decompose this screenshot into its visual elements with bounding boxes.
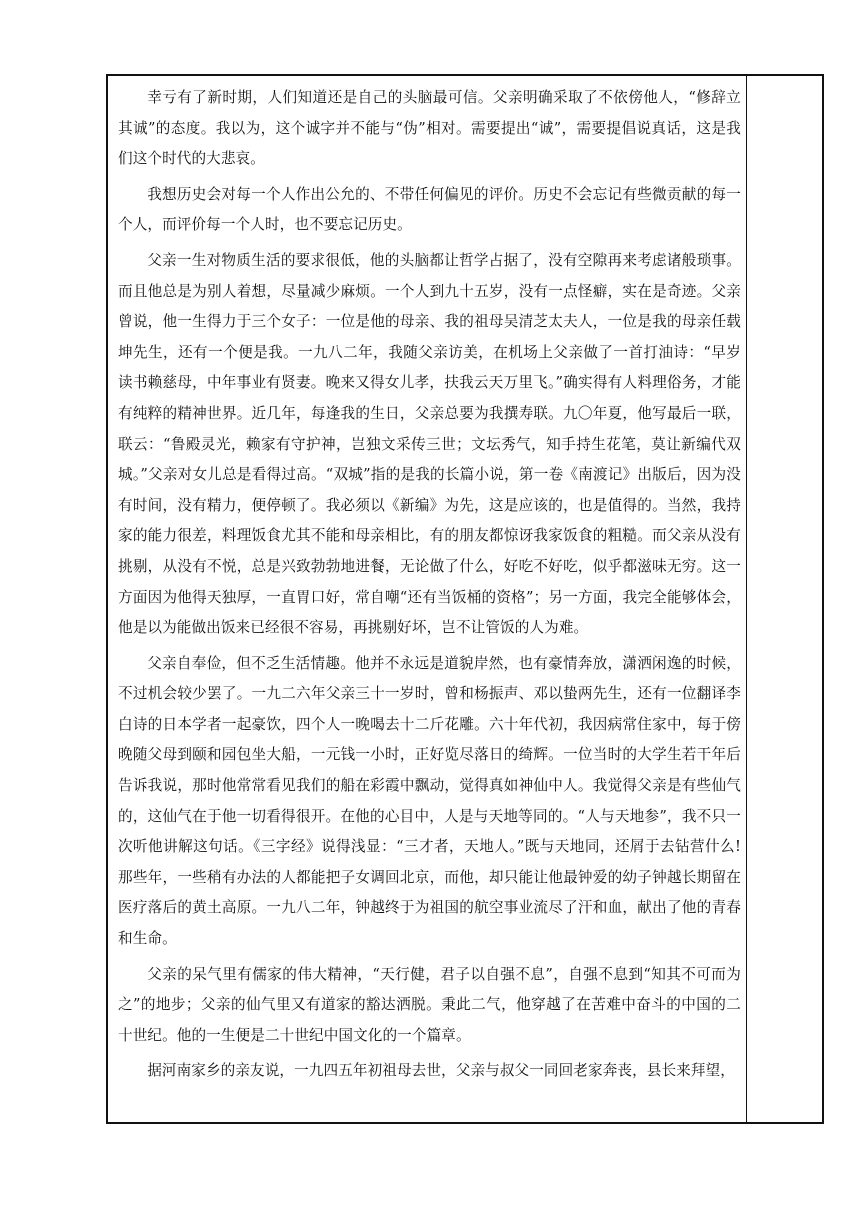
- paragraph-5: 父亲的呆气里有儒家的伟大精神，“天行健，君子以自强不息”，自强不息到“知其不可而为之”的地步；父亲的仙气里又有道家的豁达洒脱。秉此二气，他穿越了在苦难中奋斗的中国的二十世纪。他的一生便是二十世纪中国文化的一个篇章。: [118, 965, 741, 1044]
- notes-column: [747, 76, 822, 1122]
- paragraph-4: 父亲自奉俭，但不乏生活情趣。他并不永远是道貌岸然，也有豪情奔放，潇洒闲逸的时候，不过机会较少罢了。一九二六年父亲三十一岁时，曾和杨振声、邓以蛰两先生，还有一位翻译李白诗的日本学者一起豪饮，四个人一晚喝去十二斤花雕。六十年代初，我因病常住家中，每于傍晚随父母到颐和园包坐大船，一元钱一小时，正好览尽落日的绮辉。一位当时的大学生若干年后告诉我说，那时他常常看见我们的船在彩霞中飘动，觉得真如神仙中人。我觉得父亲是有些仙气的，这仙气在于他一切看得很开。在他的心目中，人是与天地等同的。“人与天地参”，我不只一次听他讲解这句话。《三字经》说得浅显：“三才者，天地人。”既与天地同，还屑于去钻营什么!那些年，一些稍有办法的人都能把子女调回北京，而他，却只能让他最钟爱的幼子钟越长期留在医疗落后的黄土高原。一九八二年，钟越终于为祖国的航空事业流尽了汗和血，献出了他的青春和生命。: [118, 654, 741, 948]
- paragraph-2: 我想历史会对每一个人作出公允的、不带任何偏见的评价。历史不会忘记有些微贡献的每一个人，而评价每一个人时，也不要忘记历史。: [118, 185, 741, 234]
- document-table: [106, 74, 824, 1124]
- paragraph-1: 幸亏有了新时期，人们知道还是自己的头脑最可信。父亲明确采取了不依傍他人，“修辞立其诚”的态度。我以为，这个诚字并不能与“伪”相对。需要提出“诚”，需要提倡说真话，这是我们这个时代的大悲哀。: [118, 89, 741, 168]
- paragraph-3: 父亲一生对物质生活的要求很低，他的头脑都让哲学占据了，没有空隙再来考虑诸般琐事。而且他总是为别人着想，尽量减少麻烦。一个人到九十五岁，没有一点怪癖，实在是奇迹。父亲曾说，他一生得力于三个女子：一位是他的母亲、我的祖母吴清芝太夫人，一位是我的母亲任载坤先生，还有一个便是我。一九八二年，我随父亲访美，在机场上父亲做了一首打油诗：“早岁读书赖慈母，中年事业有贤妻。晚来又得女儿孝，扶我云天万里飞。”确实得有人料理俗务，才能有纯粹的精神世界。近几年，每逢我的生日，父亲总要为我撰寿联。九〇年夏，他写最后一联，联云：“鲁殿灵光，赖家有守护神，岂独文采传三世；文坛秀气，知手持生花笔，莫让新编代双城。”父亲对女儿总是看得过高。“双城”指的是我的长篇小说，第一卷《南渡记》出版后，因为没有时间，没有精力，便停顿了。我必须以《新编》为先，这是应该的，也是值得的。当然，我持家的能力很差，料理饭食尤其不能和母亲相比，有的朋友都惊讶我家饭食的粗糙。而父亲从没有挑剔，从没有不悦，总是兴致勃勃地进餐，无论做了什么，好吃不好吃，似乎都滋味无穷。这一方面因为他得天独厚，一直胃口好，常自嘲“还有当饭桶的资格”；另一方面，我完全能够体会，他是以为能做出饭来已经很不容易，再挑剔好坏，岂不让管饭的人为难。: [118, 251, 741, 637]
- text-column: [118, 83, 741, 1087]
- paragraph-6: 据河南家乡的亲友说，一九四五年初祖母去世，父亲与叔父一同回老家奔丧，县长来拜望，: [147, 1062, 735, 1080]
